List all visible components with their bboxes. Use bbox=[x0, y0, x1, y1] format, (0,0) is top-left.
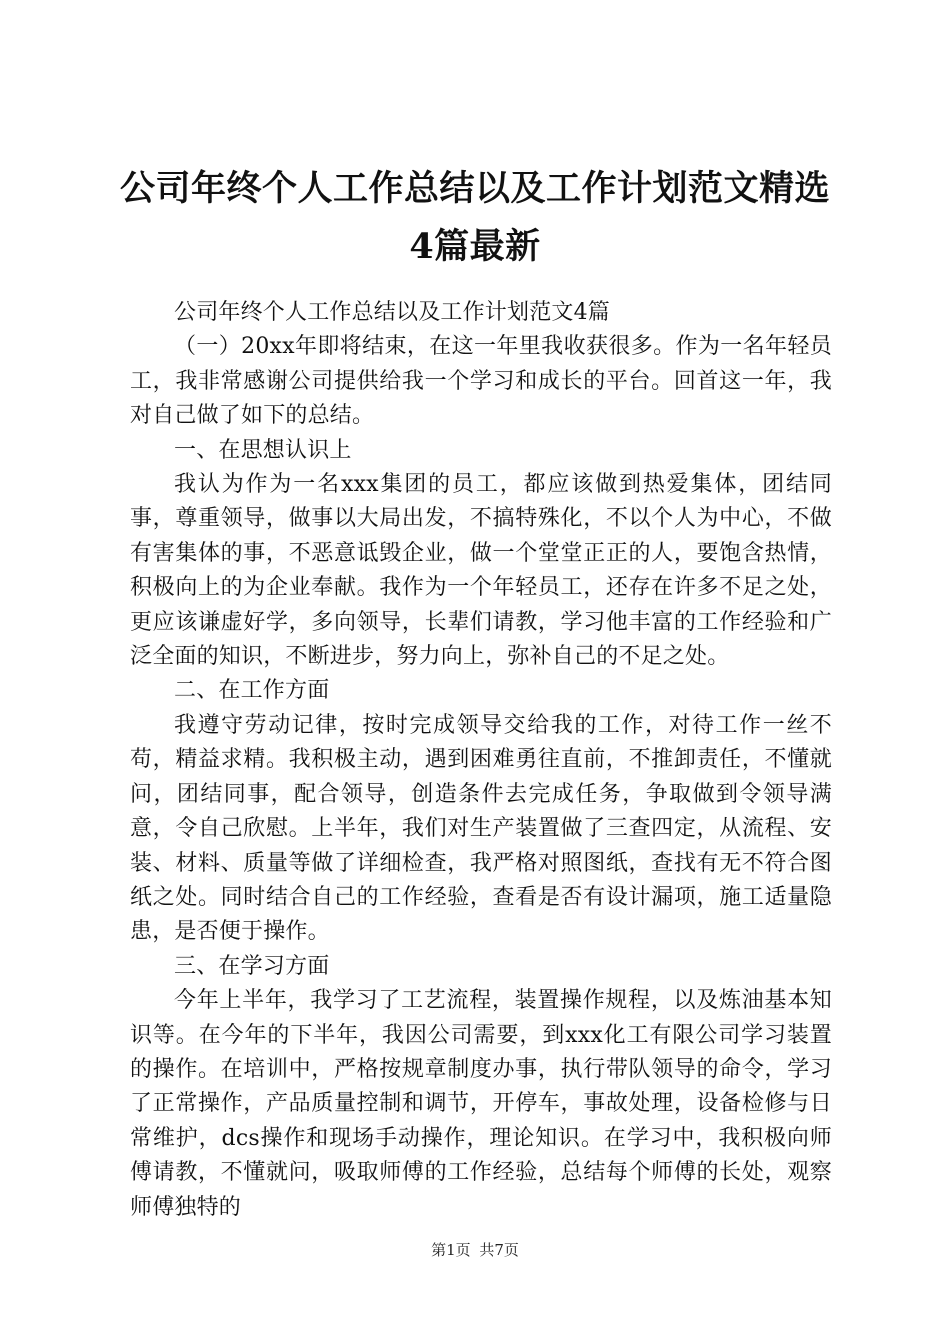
section-heading-study: 三、在学习方面 bbox=[174, 953, 330, 979]
document-body bbox=[130, 296, 832, 1225]
section-heading-work: 二、在工作方面 bbox=[174, 678, 330, 704]
title-line-1: 公司年终个人工作总结以及工作计划范文精选 bbox=[119, 168, 830, 209]
subtitle-paragraph: 公司年终个人工作总结以及工作计划范文4篇 bbox=[174, 300, 610, 325]
document-title bbox=[110, 160, 840, 276]
body-paragraph-study: 今年上半年，我学习了工艺流程，装置操作规程，以及炼油基本知识等。在今年的下半年，我因公司需要，到xxx化工有限公司学习装置的操作。在培训中，严格按规章制度办事，执行带队领导的命令，学习了正常操作，产品质量控制和调节，开停车，事故处理，设备检修与日常维护，dcs操作和现场手动操作，理论知识。在学习中，我积极向师傅请教，不懂就问，吸取师傅的工作经验，总结每个师傅的长处，观察师傅独特的 bbox=[130, 988, 832, 1220]
page-number-total: 共7页 bbox=[479, 1241, 519, 1259]
title-line-2: 4篇最新 bbox=[409, 226, 541, 267]
page-number-current: 第1页 bbox=[431, 1241, 471, 1259]
section-heading-thought: 一、在思想认识上 bbox=[174, 437, 352, 463]
body-paragraph-thought: 我认为作为一名xxx集团的员工，都应该做到热爱集体，团结同事，尊重领导，做事以大局出发，不搞特殊化，不以个人为中心，不做有害集体的事，不恶意诋毁企业，做一个堂堂正正的人，要饱含热情，积极向上的为企业奉献。我作为一个年轻员工，还存在许多不足之处，更应该谦虚好学，多向领导，长辈们请教，学习他丰富的工作经验和广泛全面的知识，不断进步，努力向上，弥补自己的不足之处。 bbox=[130, 472, 832, 670]
intro-paragraph: （一）20xx年即将结束，在这一年里我收获很多。作为一名年轻员工，我非常感谢公司提供给我一个学习和成长的平台。回首这一年，我对自己做了如下的总结。 bbox=[130, 334, 832, 429]
body-paragraph-work: 我遵守劳动记律，按时完成领导交给我的工作，对待工作一丝不苟，精益求精。我积极主动，遇到困难勇往直前，不推卸责任，不懂就问，团结同事，配合领导，创造条件去完成任务，争取做到令领导满意，令自己欣慰。上半年，我们对生产装置做了三查四定，从流程、安装、材料、质量等做了详细检查，我严格对照图纸，查找有无不符合图纸之处。同时结合自己的工作经验，查看是否有设计漏项，施工适量隐患，是否便于操作。 bbox=[130, 712, 832, 945]
page-footer bbox=[0, 1240, 950, 1260]
